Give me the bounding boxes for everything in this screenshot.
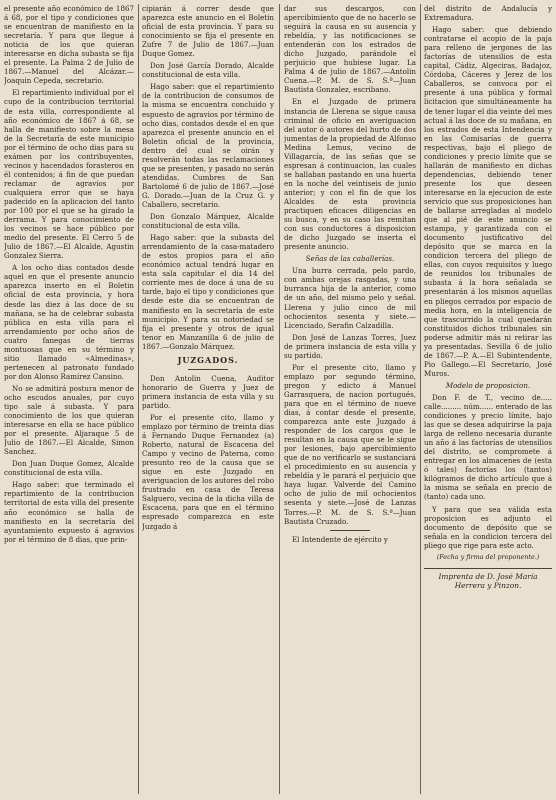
notice-paragraph: el presente año económico de 1867 á 68, por el tipo y condiciones que se encuentran de manifiesto en la secretaría. Y para que llegue á noticia de los que quieran interesarse en dicha subasta se fija el presente. La Palma 2 de Julio de 1867.—Manuel del Alcázar.—Joaquin Cepeda, secretario. [4, 4, 134, 86]
notice-paragraph: del distrito de Andalucía y Extremadura. [424, 4, 552, 23]
notice-paragraph: En el Juzgado de primera instancia de Llerena se sigue causa criminal de oficio en averiguacion del autor ó autores del hurto de dos jumentas de la propiedad de Alfonso Medina Lemus, vecino de Villagarcía, de las señas que se espresan á continuacion, las cuales se hallaban pastando en una huerta en la noche del veintiseis de junio anterior; y con el fin de que los Alcaldes de esta provincia practiquen eficaces diligencias en su busca, y en su caso las remitan con sus conductores á disposicion de dicho Juzgado se inserta el presente anuncio. [284, 97, 416, 252]
notice-paragraph: Por el presente cito, llamo y emplazo por segundo término, pregon y edicto á Manuel Garrasquera, de nacion portugués, para que en el término de nueve dias, á contar desde el presente, comparezca ante este Juzgado á responder de los cargos que le resultan en la causa que se le sigue por lesiones, bajo apercibimiento que de no verificarlo se sustanciará el procedimiento en su ausencia y rebeldía y le parará el perjuicio que haya lugar. Valverde del Camino ocho de julio de mil ochocientos sesenta y siete.—José de Lanzas Torres.—P. M. de S. S.ª—Juan Bautista Cruzado. [284, 362, 416, 526]
notice-paragraph: A los ocho dias contados desde aquel en que el presente anuncio aparezca inserto en el Boletin oficial de esta provincia, y hora desde las diez á las doce de su mañana, se ha de celebrar subasta pública en esta villa para el arrendamiento por ocho años de cuatro fanegas de tierras montuosas que en su término y sitio llamado «Almedinas», pertenecen al patronato fundado por don Alonso Ramírez Cansino. [4, 263, 134, 381]
column-rule [279, 4, 280, 794]
notice-paragraph: Hago saber: que terminado el repartimiento de la contribucion territorial de esta villa del presente año económico se halla de manifiesto en la secretaría del ayuntamiento expuesto á agravios por el término de 8 dias, que prin- [4, 480, 134, 544]
notice-heading: Don José García Dorado, Alcalde constitucional de esta villa. [142, 61, 274, 80]
notice-paragraph: Hago saber: que debiendo contratarse el acopio de la paja para relleno de jergones de las factorías de utensilios de esta capital, Cádiz, Algeciras, Badajoz, Córdoba, Cáceres y Jerez de los Caballeros, se convoca por el presente á una pública y formal licitacion que simultáneamente ha de tener lugar el dia veinte del mes actual á las doce de su mañana, en los estrados de esta Intendencia y en las Comisarías de guerra respectivas, bajo el pliego de condiciones y precio límite que se hallarán de manifiesto en dichas dependencias, debiendo tener presente los que deseen interesarse en la ejecucion de este servicio que sus proposiciones han de ballarse arregladas al modelo que al pié de este anuncio se estampa, y garantizada con el documento justificativo del depósito que se marca en la condicion tercera del pliego de ellas, con cuyos requisitos y luego de reunidos los tribunales de subasta á la hora señalada se presentarán á los mismos aquellas en pliegos cerrados por espacio de media hora, en la inteligencia de que trascurrido la cual quedarán constituidos dichos tribunales sin poderse admitir más ni retirar las ya presentadas. Sevilla 6 de julio de 1867.—P. A.—El Subintendente, Pio Gallego.—El Secretario, José Muros. [424, 25, 552, 378]
notice-paragraph: No se admitirá postura menor de ocho escudos anuales, por cuyo tipo sale á subasta. Y para conocimiento de los que quieran interesarse en ella se hace público por el presente. Aljaraque 5 de Julio de 1867.—El Alcalde, Simon Sanchez. [4, 383, 134, 457]
notice-heading: Don Gonzalo Márquez, Alcalde constitucional de esta villa. [142, 212, 274, 231]
notice-heading: Don José de Lanzas Torres, Juez de primera instancia de esta villa y su partido. [284, 332, 416, 360]
notice-paragraph: Y para que sea válida esta proposicion es adjunto el documento de depósito que se señala en la condicion tercera del pliego que rige para este acto. [424, 504, 552, 550]
notice-paragraph: Hago saber: que la subasta del arrendamiento de la casa-matadero de estos propios para el año económico actual tendrá lugar en esta sala capitular el dia 14 del corriente mes de doce á una de su tarde, bajo el tipo y condiciones que desde este dia se encuentran de manifiesto en la secretaría de este municipio. Y para su notoriedad se fija el presente y otros de igual tenor en Manzanilla 6 de julio de 1867.—Gonzalo Márquez. [142, 233, 274, 351]
column-3 [284, 4, 416, 796]
notice-heading: Don Juan Duque Gomez, Alcalde constitucional de esta villa. [4, 459, 134, 478]
printer-imprint: Imprenta de D. José María Herrera y Pinzon. [424, 568, 552, 590]
notice-paragraph: Hago saber: que el repartimiento de la contribucion de consumos de la misma se encuentra concluido y espuesto de agravios por término de ocho dias, contados desde el en que aparezca el presente anuncio en el Boletin oficial de la provincia, dentro del cual se oirán y resolverán todas las reclamaciones que se presenten, y pasado no serán atendidas. Cumbres de San Bartolomé 6 de julio de 1867.—José G. Dorado.—Juan de la Cruz G. y Caballero, secretario. [142, 82, 274, 209]
notice-paragraph: cipiarán á correr desde que aparezca este anuncio en el Boletin oficial de esta provincia. Y para su conocimiento se fija el presente en Zufre 7 de Julio de 1867.—Juan Duque Gomez. [142, 4, 274, 59]
divider [188, 369, 228, 370]
notice-heading: El Intendente de ejército y [292, 534, 388, 544]
column-2 [142, 4, 274, 796]
notice-paragraph: Don F. de T., vecino de..... calle......... núm...... enterado de las condiciones y precio límite, bajo las que se desea adquirirse la paja larga de relleno necesaria durante un año á las factorías de utensilios del distrito, se compromete á entregar en los almacenes de (esta ó tales) factorías los (tantos) kilógramos de dicho artículo que á la misma se señala en precio de (tanto) cada uno. [424, 392, 552, 502]
column-4 [424, 4, 552, 796]
notice-paragraph: El repartimiento individual por el cupo de la contribucion territorial de esta villa, correspondiente al año económico de 1867 á 68, se halla de manifiesto sobre la mesa de la Secretaría de este municipio por el término de ocho dias para su exámen por los contribuyentes, vecinos y hacendados forasteros en él contenidos; á fin de que puedan reclamar de agravios por cualquiera error que se haya padecido en la aplicacion del tanto por 100 por el que se ha girado la derrama. Y para conocimiento de los vecinos se hace público por medio del presente. El Cerro 5 de Julio de 1867.—El Alcalde, Agustin Gonzalez Sierra. [4, 88, 134, 261]
subsection-title: Señas de las caballerías. [305, 254, 395, 264]
divider [330, 530, 370, 531]
signature-note: (Fecha y firma del proponente.) [436, 552, 540, 561]
column-1 [4, 4, 134, 796]
column-rule [420, 4, 421, 794]
notice-heading: Don Antolin Cuena, Auditor honorario de Guerra y Juez de primera instancia de esta villa y su partido. [142, 373, 274, 410]
notice-paragraph: Una burra cerrada, pelo pardo, con ambas orejas rasgadas, y una burranca hija de la anterior, como de un año, del mismo pelo y señal. Llerena y julio cinco de mil ochocientos sesenta y siete.—Licenciado, Serafin Calzadilla. [284, 266, 416, 330]
column-rule [138, 4, 139, 794]
notice-paragraph: Por el presente cito, llamo y emplazo por término de treinta dias á Fernando Duque Fernandez (a) Roberto, natural de Escacena del Campo y vecino de Paterna, como presunto reo de la causa que se sigue en este Juzgado en averiguacion de los autores del robo frustrado en casa de Teresa Salguero, vecina de la dicha villa de Escacena, para que en el término espresado comparezca en este Juzgado á [142, 412, 274, 531]
notice-paragraph: dar sus descargos, con apercibimiento que de no hacerlo se seguirá la causa en su ausencia y rebeldía, y las notificaciones se entenderán con los estrados de dicho Juzgado, parándole el perjuicio que hubiese lugar. La Palma 4 de julio de 1867.—Antolin Cuena.—P. M. de S. S.ª—Juan Bautista Gonzalez, escribano. [284, 4, 416, 95]
subsection-title: Modelo de proposicion. [445, 380, 531, 390]
section-title: JUZGADOS. [177, 354, 239, 365]
